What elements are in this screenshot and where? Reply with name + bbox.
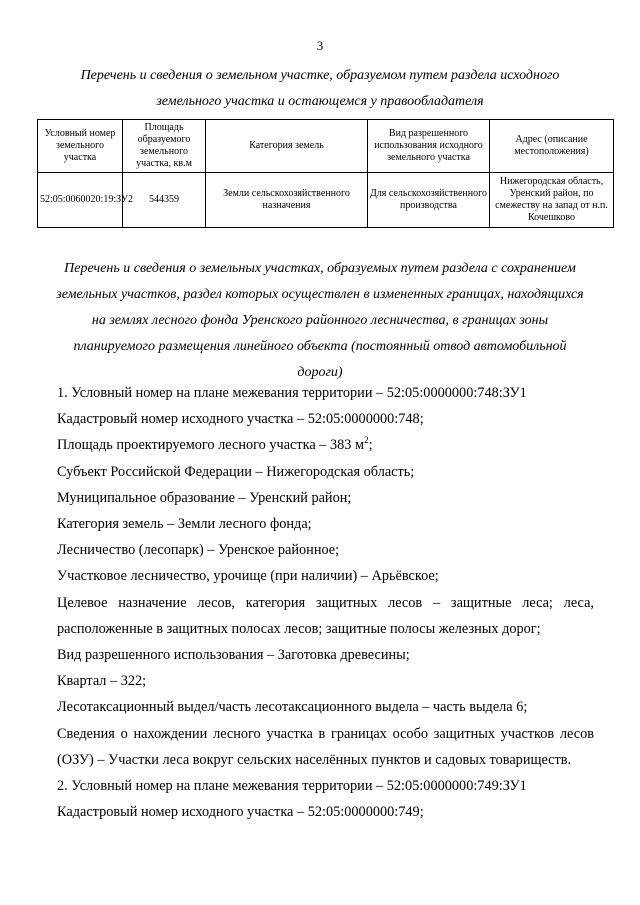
area-unit-superscript: 2: [364, 435, 369, 446]
body-paragraph: Целевое назначение лесов, категория защитных лесов – защитные леса; леса, расположенные в защитных полосах лесов; защитные полосы железных дорог;: [57, 594, 594, 637]
body-line: [57, 432, 594, 458]
body-line: Квартал – 322;: [57, 673, 147, 690]
area-text-end: ;: [368, 437, 373, 454]
column-header: Адрес (описание местоположения): [490, 120, 614, 173]
parcel-table: [37, 119, 614, 228]
column-header: Площадь образуемого земельного участка, кв.м: [123, 120, 206, 173]
table-cell: Нижегородская область, Уренский район, по смежеству на запад от н.п. Кочешково: [490, 173, 614, 228]
table-header-row: [38, 120, 614, 173]
body-line: Лесотаксационный выдел/часть лесотаксационного выдела – часть выдела 6;: [57, 699, 528, 716]
body-line: Муниципальное образование – Уренский район;: [57, 489, 352, 506]
body-line: 1. Условный номер на плане межевания территории – 52:05:0000000:748:ЗУ1: [57, 385, 527, 401]
table-cell: Земли сельскохозяйственного назначения: [206, 173, 368, 228]
body-line: 2. Условный номер на плане межевания территории – 52:05:0000000:749:ЗУ1: [57, 778, 527, 795]
table-cell: 52:05:0060020:19:ЗУ2: [38, 173, 123, 228]
body-line: Категория земель – Земли лесного фонда;: [57, 516, 312, 533]
body-line: Кадастровый номер исходного участка – 52:05:0000000:749;: [57, 804, 424, 821]
section-heading-original-parcel: Перечень и сведения о земельном участке, образуемом путем раздела исходного земельного участка и остающемся у правообладателя: [80, 68, 560, 109]
page-number: 3: [316, 38, 324, 53]
body-line: Вид разрешенного использования – Заготовка древесины;: [57, 647, 410, 664]
table-cell: 544359: [123, 173, 206, 228]
table-cell: Для сельскохозяйственного производства: [368, 173, 490, 228]
column-header: Вид разрешенного использования исходного земельного участка: [368, 120, 490, 173]
column-header: Условный номер земельного участка: [38, 120, 123, 173]
body-line: Участковое лесничество, урочище (при наличии) – Арьёвское;: [57, 568, 439, 585]
table-row: [38, 173, 614, 228]
body-line: Субъект Российской Федерации – Нижегородская область;: [57, 463, 415, 480]
column-header: Категория земель: [206, 120, 368, 173]
document-body: [57, 380, 594, 825]
area-text: Площадь проектируемого лесного участка – 383 м: [57, 437, 365, 454]
body-line: Кадастровый номер исходного участка – 52:05:0000000:748;: [57, 411, 424, 428]
body-paragraph: Сведения о нахождении лесного участка в границах особо защитных участков лесов (ОЗУ) – Участки леса вокруг сельских населённых пунктов и садовых товариществ.: [57, 725, 594, 768]
body-line: Лесничество (лесопарк) – Уренское районное;: [57, 542, 340, 559]
section-heading-forest-parcels: Перечень и сведения о земельных участках, образуемых путем раздела с сохранением земельных участков, раздел которых осуществлен в измененных границах, находящихся на землях лесного фонда Уренского районного лесничества, в границах зоны планируемого размещения линейного объекта (постоянный отвод автомобильной дороги): [56, 261, 584, 380]
